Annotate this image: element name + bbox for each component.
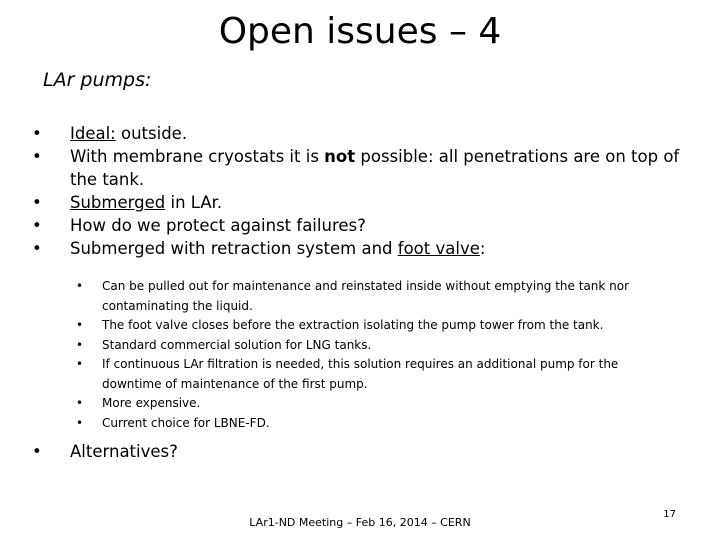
bullet-text: Submerged with retraction system and: [70, 239, 398, 258]
bullet-item: [30, 145, 690, 191]
bullet-item: [30, 214, 690, 237]
footer-text: LAr1-ND Meeting – Feb 16, 2014 – CERN: [249, 516, 471, 529]
page-number: 17: [663, 509, 676, 520]
bullet-item: [30, 237, 690, 260]
slide-footer: [0, 516, 720, 529]
bullet-item: [30, 122, 690, 145]
bullet-underlined-text: Submerged: [70, 193, 166, 212]
bullet-underlined-text: foot valve: [397, 239, 480, 258]
main-bullet-list: [30, 122, 690, 260]
bullet-bold-text: not: [324, 147, 356, 166]
bullet-text: possible: all penetrations are on top of the tank.: [70, 147, 680, 189]
bullet-text: outside.: [115, 124, 188, 143]
sub-bullet-item: • Current choice for LBNE-FD.: [68, 414, 668, 434]
sub-bullet-item: • Can be pulled out for maintenance and reinstated inside without emptying the tank nor contaminating the liquid.: [68, 277, 668, 316]
bullet-text: :: [479, 239, 486, 258]
sub-bullet-item: • If continuous LAr filtration is needed, this solution requires an additional pump for the downtime of maintenance of the first pump.: [68, 355, 668, 394]
sub-bullet-item: • More expensive.: [68, 394, 668, 414]
final-bullet-list: [30, 440, 630, 463]
sub-bullet-item: • Standard commercial solution for LNG tanks.: [68, 336, 668, 356]
slide-title: Open issues – 4: [218, 11, 502, 52]
bullet-item: [30, 191, 690, 214]
bullet-text: in LAr.: [165, 193, 223, 212]
bullet-item: • Alternatives?: [30, 440, 630, 463]
bullet-underlined-text: Ideal:: [70, 124, 116, 143]
bullet-text: How do we protect against failures?: [70, 216, 366, 235]
sub-bullet-list: [68, 277, 668, 433]
sub-bullet-item: • The foot valve closes before the extraction isolating the pump tower from the tank.: [68, 316, 668, 336]
slide-subtitle: LAr pumps:: [43, 69, 152, 91]
bullet-text: With membrane cryostats it is: [70, 147, 325, 166]
